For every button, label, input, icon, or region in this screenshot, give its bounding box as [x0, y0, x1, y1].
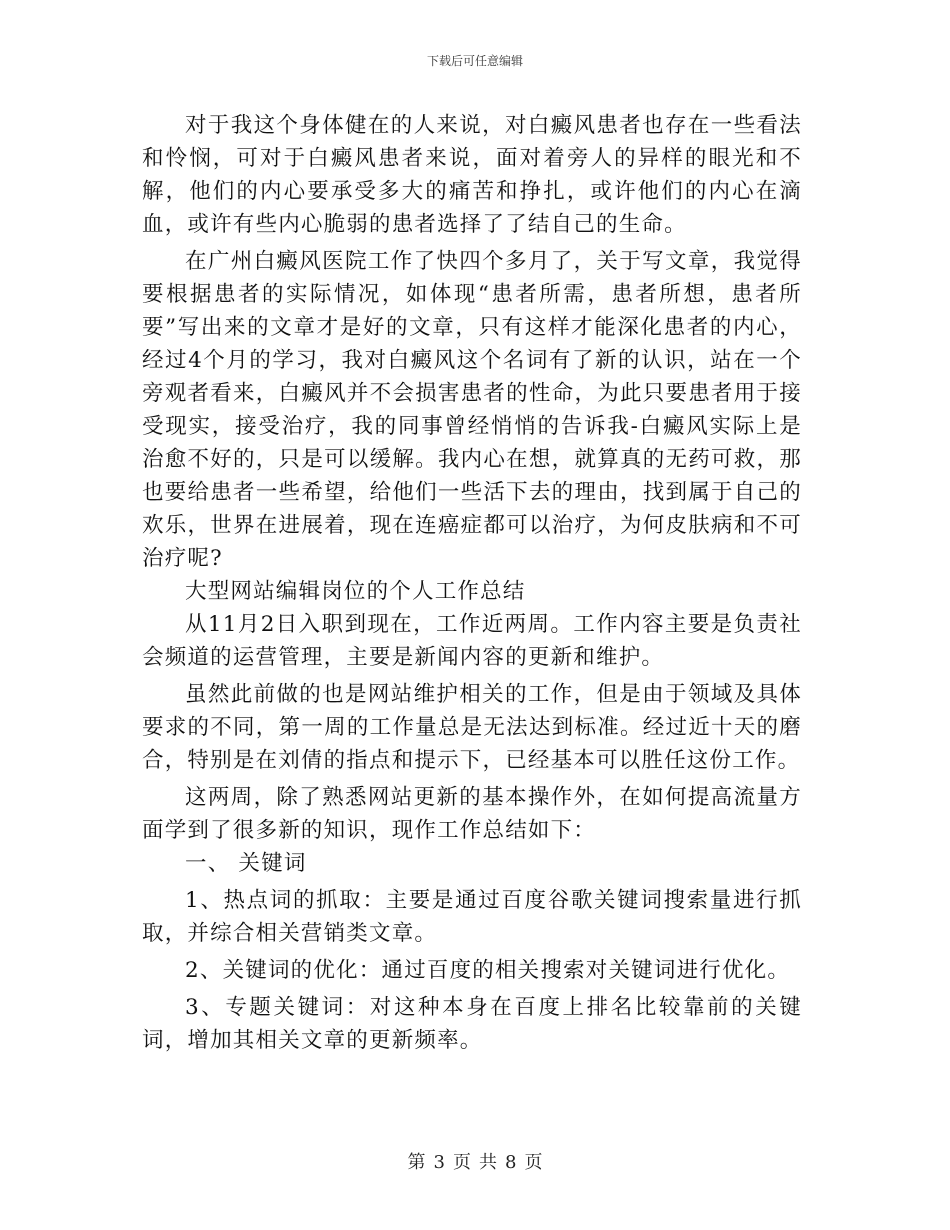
list-item-1: 1、热点词的抓取：主要是通过百度谷歌关键词搜索量进行抓取，并综合相关营销类文章。 [142, 888, 802, 946]
footer-label-ye: 页 [453, 1152, 471, 1173]
page-number: 3 [433, 1152, 445, 1173]
page-footer [0, 1152, 950, 1174]
footer-label-di: 第 [407, 1152, 426, 1173]
paragraph-3: 从11月2日入职到现在，工作近两周。工作内容主要是负责社会频道的运营管理，主要是新闻内容的更新和维护。 [142, 612, 802, 670]
footer-label-ye2: 页 [524, 1152, 543, 1173]
page-header: 下载后可任意编辑 [426, 54, 523, 68]
total-pages: 8 [505, 1152, 517, 1173]
list-item-3: 3、专题关键词：对这种本身在百度上排名比较靠前的关键词，增加其相关文章的更新频率。 [142, 995, 802, 1053]
paragraph-2: 在广州白癜风医院工作了快四个多月了，关于写文章，我觉得要根据患者的实际情况，如体现“患者所需，患者所想，患者所要”写出来的文章才是好的文章，只有这样才能深化患者的内心，经过4个月的学习，我对白癜风这个名词有了新的认识，站在一个旁观者看来，白癜风并不会损害患者的性命，为此只要患者用于接受现实，接受治疗，我的同事曾经悄悄的告诉我-白癜风实际上是治愈不好的，只是可以缓解。我内心在想，就算真的无药可救，那也要给患者一些希望，给他们一些活下去的理由，找到属于自己的欢乐，世界在进展着，现在连癌症都可以治疗，为何皮肤病和不可治疗呢? [142, 249, 802, 571]
document-body [142, 109, 802, 1057]
footer-label-gong: 共 [479, 1152, 497, 1173]
list-item-2: 2、关键词的优化：通过百度的相关搜索对关键词进行优化。 [185, 958, 791, 983]
heading-keywords: 一、 关键词 [185, 851, 307, 876]
paragraph-1: 对于我这个身体健在的人来说，对白癜风患者也存在一些看法和怜悯，可对于白癜风患者来说，面对着旁人的异样的眼光和不解，他们的内心要承受多大的痛苦和挣扎，或许他们的内心在滴血，或许有些内心脆弱的患者选择了了结自己的生命。 [142, 113, 802, 237]
section-title: 大型网站编辑岗位的个人工作总结 [185, 579, 526, 604]
paragraph-4: 虽然此前做的也是网站维护相关的工作，但是由于领域及具体要求的不同，第一周的工作量总是无法达到标准。经过近十天的磨合，特别是在刘倩的指点和提示下，已经基本可以胜任这份工作。 [142, 682, 802, 773]
paragraph-5: 这两周，除了熟悉网站更新的基本操作外，在如何提高流量方面学到了很多新的知识，现作工作总结如下： [142, 785, 802, 843]
